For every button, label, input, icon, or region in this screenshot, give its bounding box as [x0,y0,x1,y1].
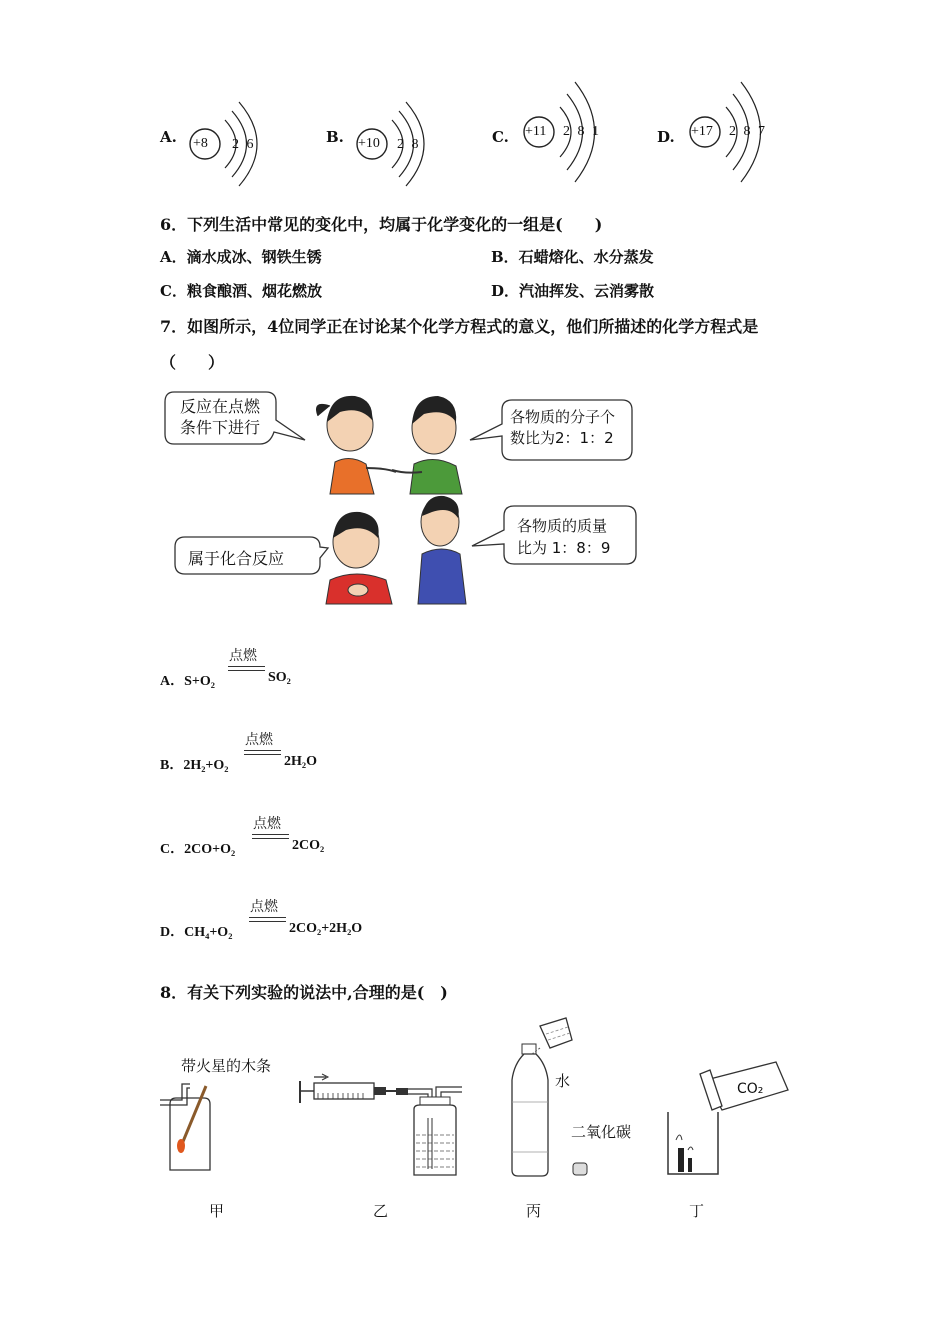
q7-a-left: S+O₂ [184,674,215,689]
boy-blue-figure [418,496,466,604]
atom-option-a-letter[interactable]: A. [160,128,177,146]
q6-option-a[interactable]: A．滴水成冰、钢铁生锈 [160,248,322,266]
bubble-2-line2: 数比为2：1：2 [510,429,614,447]
bubble-4-line2: 比为 1：8：9 [517,539,611,557]
q7-stem: 7．如图所示，4位同学正在讨论某个化学方程式的意义，他们所描述的化学方程式是 [160,317,759,336]
atom-option-c-letter[interactable]: C. [492,128,509,146]
bubble-1-line1: 反应在点燃 [180,397,261,416]
bubble-3-text: 属于化合反应 [188,549,285,568]
atom-c-nucleus: +11 [525,124,547,139]
q7-b-letter: B． [160,758,184,773]
q6-option-b[interactable]: B．石蜡熔化、水分蒸发 [491,248,654,266]
boy-green-figure [392,396,462,494]
q7-d-double-line [249,917,286,922]
atom-c-shells: 2 8 1 [563,124,601,139]
q7-c-double-line [252,834,289,839]
atom-d-nucleus: +17 [691,124,713,139]
caption-jia: 甲 [209,1202,225,1220]
bubble-2-text [510,407,615,449]
q7-a-condition: 点燃 [229,648,257,664]
q6-stem: 6．下列生活中常见的变化中，均属于化学变化的一组是( ) [160,215,603,234]
q7-option-a[interactable] [160,670,215,690]
q7-a-right: SO₂ [268,670,291,685]
caption-bing: 丙 [526,1202,542,1220]
q7-option-b[interactable] [160,754,229,774]
q7-c-condition: 点燃 [253,816,281,832]
boy-red-figure [326,512,392,604]
wooden-stick-label: 带火星的木条 [181,1057,272,1075]
water-label: 水 [555,1072,571,1090]
bubble-1-line2: 条件下进行 [180,418,261,437]
q7-option-c[interactable] [160,838,235,858]
q7-answer-paren: （ ） [160,353,225,372]
q7-a-letter: A． [160,674,185,689]
q7-a-double-line [228,666,265,671]
q7-d-left: CH₄+O₂ [184,925,233,940]
q7-b-condition: 点燃 [245,732,273,748]
atom-a-nucleus: +8 [193,136,208,151]
q7-d-condition: 点燃 [250,899,278,915]
bubble-4-line1: 各物质的质量 [517,517,608,535]
q7-b-left: 2H₂+O₂ [183,758,229,773]
q6-option-c[interactable]: C．粮食酿酒、烟花燃放 [160,282,322,300]
atom-option-d-letter[interactable]: D. [657,128,675,146]
bubble-1-text [180,396,260,438]
caption-yi: 乙 [373,1202,389,1220]
atom-option-b-letter[interactable]: B. [326,128,344,146]
experiment-jia-bottle [158,1078,218,1178]
co2-label: CO₂ [737,1081,764,1097]
q7-c-right: 2CO₂ [292,838,325,853]
atom-a-shells: 2 6 [232,137,256,152]
experiment-yi-apparatus [296,1073,471,1181]
girl-figure [317,396,397,494]
q7-d-right: 2CO₂+2H₂O [289,921,363,936]
q7-c-left: 2CO+O₂ [184,842,236,857]
q7-option-d[interactable] [160,921,232,941]
q7-b-right: 2H₂O [284,754,317,769]
q7-d-letter: D． [160,925,185,940]
atom-d-shells: 2 8 7 [729,124,767,139]
q8-stem: 8．有关下列实验的说法中,合理的是( ) [160,983,448,1002]
atom-b-shells: 2 8 [397,137,421,152]
q7-c-letter: C． [160,842,185,857]
q6-option-d[interactable]: D．汽油挥发、云消雾散 [491,282,655,300]
experiment-ding-beaker [664,1060,794,1180]
atom-b-nucleus: +10 [358,136,380,151]
q7-b-double-line [244,750,281,755]
bubble-4-text [517,515,610,559]
caption-ding: 丁 [689,1202,705,1220]
bubble-2-line1: 各物质的分子个 [510,408,616,426]
experiment-bing-bottle [500,1010,595,1180]
carbon-dioxide-label: 二氧化碳 [571,1123,632,1141]
